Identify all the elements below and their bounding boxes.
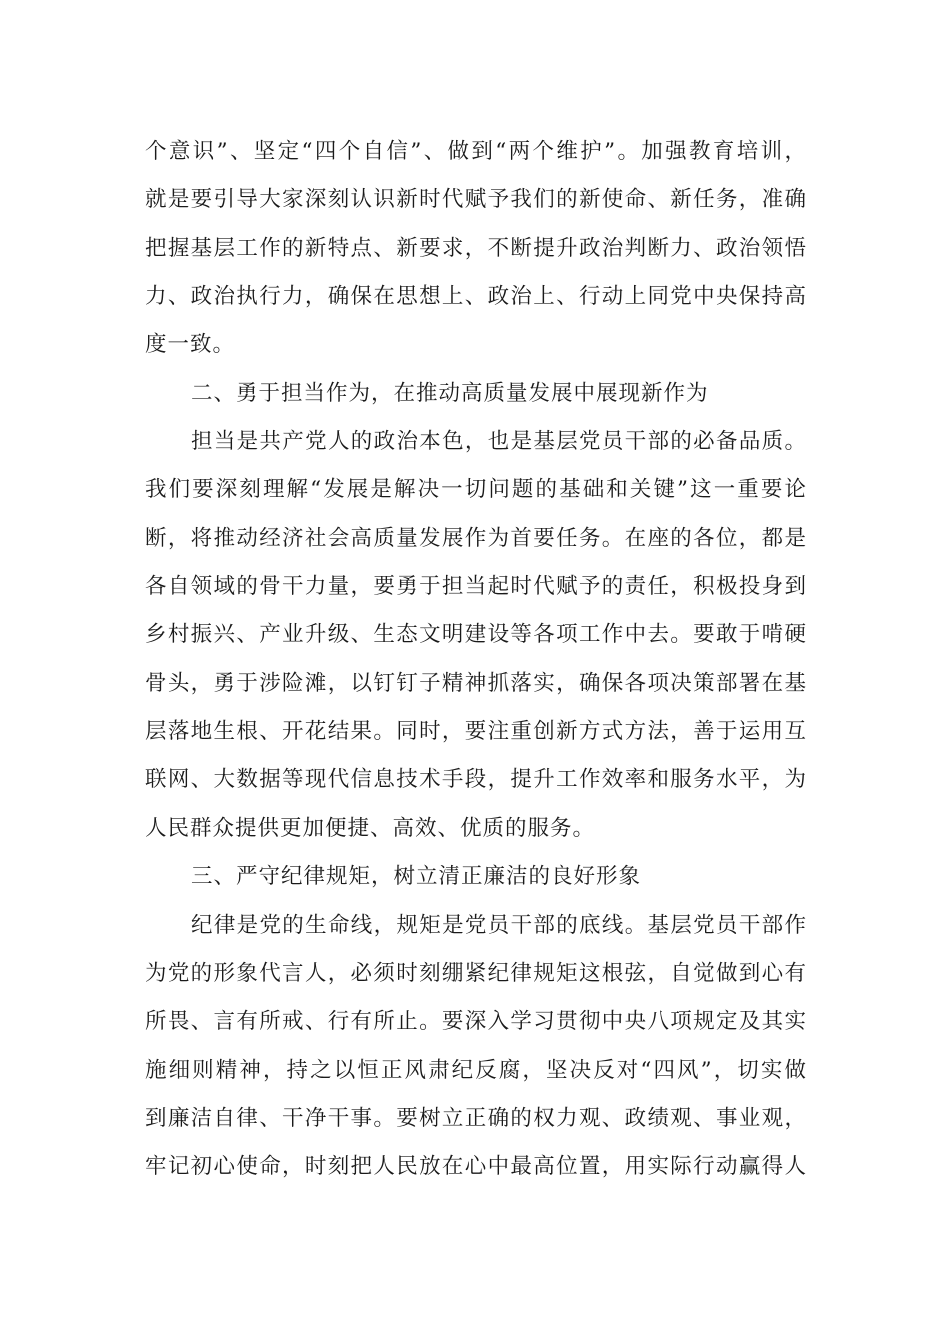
- text-line: 为党的形象代言人，必须时刻绷紧纪律规矩这根弦，自觉做到心有: [145, 960, 807, 986]
- text-line: 人民群众提供更加便捷、高效、优质的服务。: [145, 815, 596, 841]
- text-line: 个意识”、坚定“四个自信”、做到“两个维护”。加强教育培训，: [145, 139, 807, 164]
- text-line: 所畏、言有所戒、行有所止。要深入学习贯彻中央八项规定及其实: [145, 1009, 807, 1035]
- text-line: 乡村振兴、产业升级、生态文明建设等各项工作中去。要敢于啃硬: [145, 622, 807, 648]
- section-heading: 三、严守纪律规矩，树立清正廉洁的良好形象: [191, 864, 642, 890]
- section-heading: 二、勇于担当作为，在推动高质量发展中展现新作为: [191, 380, 709, 406]
- text-line: 到廉洁自律、干净干事。要树立正确的权力观、政绩观、事业观，: [145, 1105, 807, 1131]
- text-line: 各自领域的骨干力量，要勇于担当起时代赋予的责任，积极投身到: [145, 574, 807, 600]
- text-line: 我们要深刻理解“发展是解决一切问题的基础和关键”这一重要论: [145, 477, 807, 503]
- text-line: 力、政治执行力，确保在思想上、政治上、行动上同党中央保持高: [145, 284, 807, 310]
- text-line: 纪律是党的生命线，规矩是党员干部的底线。基层党员干部作: [191, 912, 807, 938]
- text-line: 层落地生根、开花结果。同时，要注重创新方式方法，善于运用互: [145, 719, 807, 745]
- text-line: 施细则精神，持之以恒正风肃纪反腐，坚决反对“四风”，切实做: [145, 1057, 807, 1083]
- text-line: 骨头，勇于涉险滩，以钉钉子精神抓落实，确保各项决策部署在基: [145, 670, 807, 696]
- text-line: 把握基层工作的新特点、新要求，不断提升政治判断力、政治领悟: [145, 235, 807, 261]
- text-line: 断，将推动经济社会高质量发展作为首要任务。在座的各位，都是: [145, 525, 807, 551]
- text-line: 担当是共产党人的政治本色，也是基层党员干部的必备品质。: [191, 429, 807, 455]
- text-line: 联网、大数据等现代信息技术手段，提升工作效率和服务水平，为: [145, 767, 807, 793]
- text-line: 牢记初心使命，时刻把人民放在心中最高位置，用实际行动赢得人: [145, 1154, 807, 1180]
- text-line: 就是要引导大家深刻认识新时代赋予我们的新使命、新任务，准确: [145, 187, 807, 213]
- text-line: 度一致。: [145, 332, 236, 358]
- document-body: [145, 128, 807, 1192]
